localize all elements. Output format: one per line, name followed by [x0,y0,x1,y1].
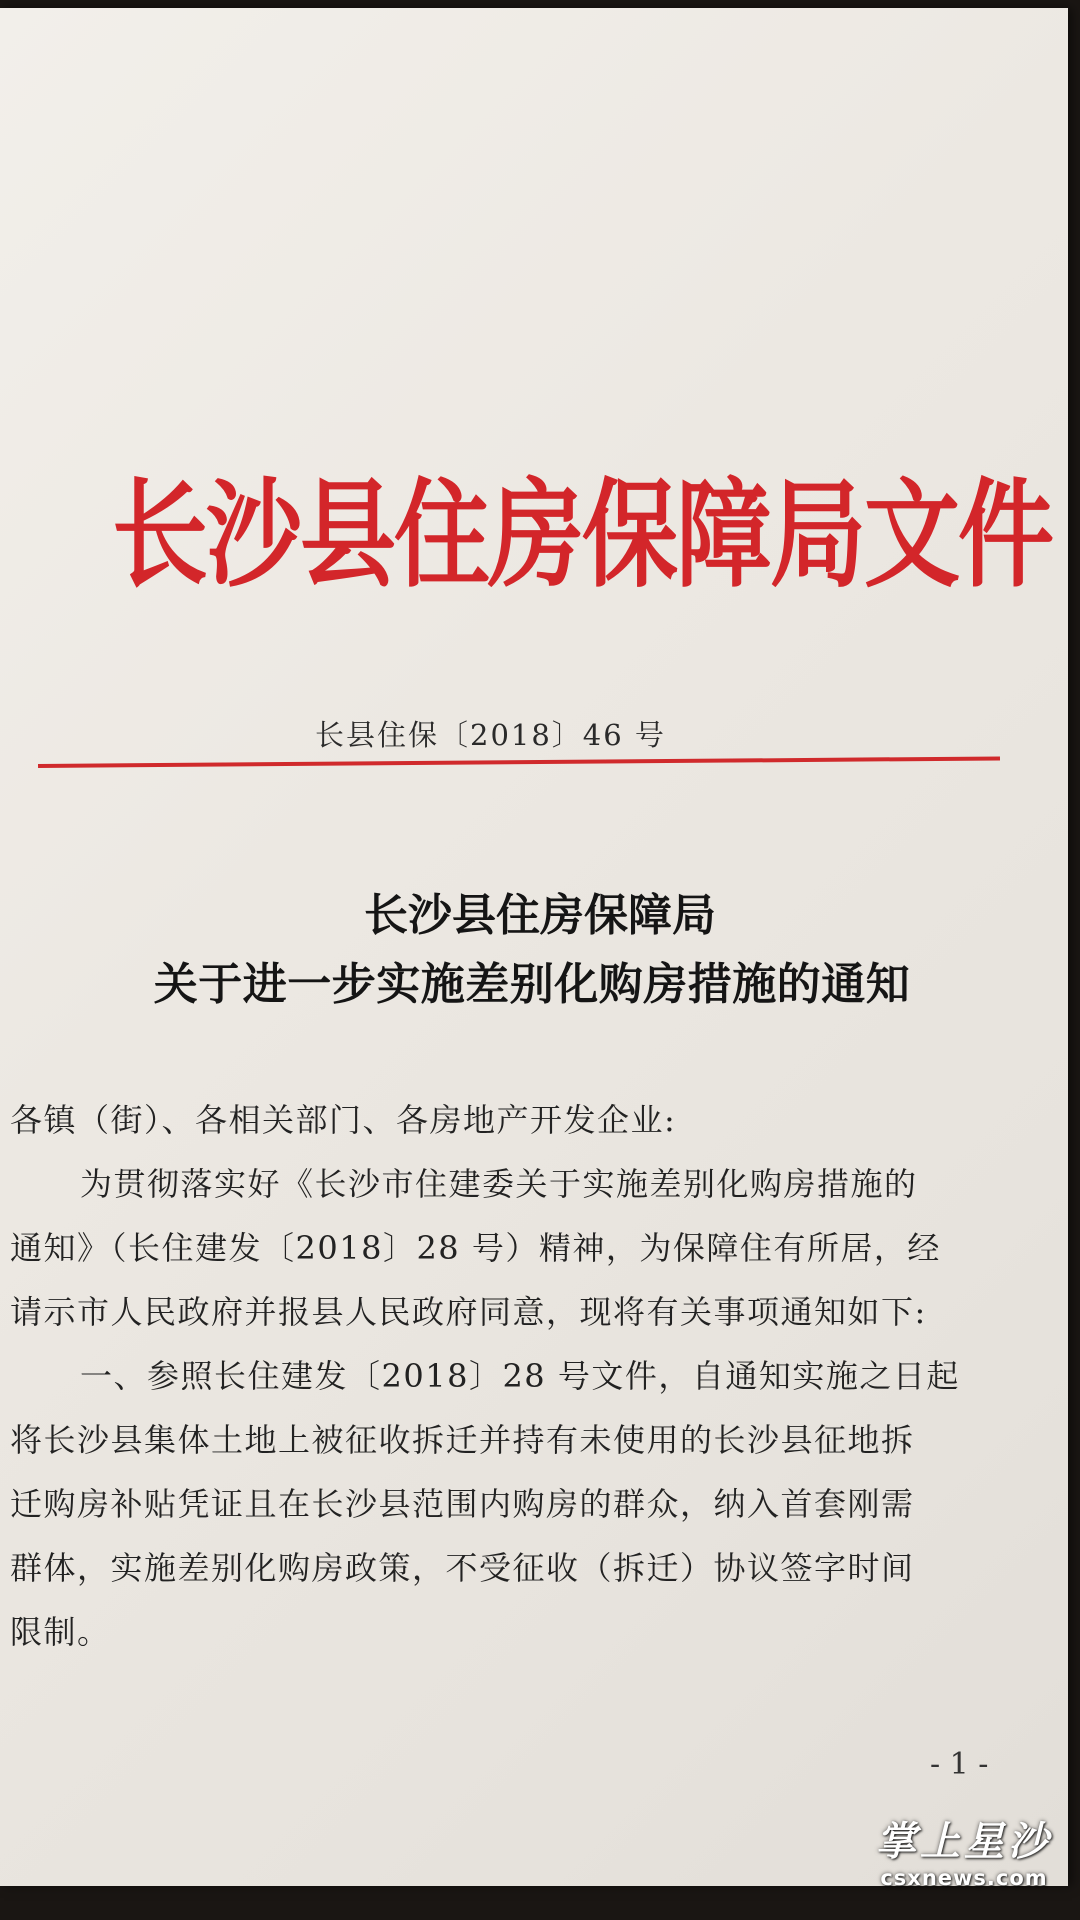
document-body [10,1088,1010,1664]
issuing-authority-header: 长沙县住房保障局文件 [112,465,1052,604]
document-title-line-2: 关于进一步实施差别化购房措施的通知 [153,959,911,1010]
page-number: - 1 - [930,1747,989,1782]
watermark-name: 掌上星沙 [876,1819,1052,1865]
body-line: 迁购房补贴凭证且在长沙县范围内购房的群众，纳入首套刚需 [10,1485,915,1523]
document-page [0,8,1068,1886]
body-line: 一、参照长住建发〔2018〕28 号文件，自通知实施之日起 [80,1357,960,1395]
salutation-line: 各镇（街）、各相关部门、各房地产开发企业: [10,1101,677,1139]
body-line: 将长沙县集体土地上被征收拆迁并持有未使用的长沙县征地拆 [10,1421,915,1459]
document-number: 长县住保〔2018〕46 号 [315,718,666,752]
body-line: 限制。 [10,1613,111,1651]
body-line: 为贯彻落实好《长沙市住建委关于实施差别化购房措施的 [80,1165,918,1203]
document-title-line-1: 长沙县住房保障局 [364,890,716,941]
body-line: 请示市人民政府并报县人民政府同意，现将有关事项通知如下: [10,1293,927,1331]
body-line: 群体，实施差别化购房政策，不受征收（拆迁）协议签字时间 [10,1549,915,1587]
watermark-url: csxnews.com [880,1866,1048,1890]
body-line: 通知》（长住建发〔2018〕28 号）精神，为保障住有所居，经 [10,1229,941,1267]
watermark-logo [876,1818,1052,1890]
